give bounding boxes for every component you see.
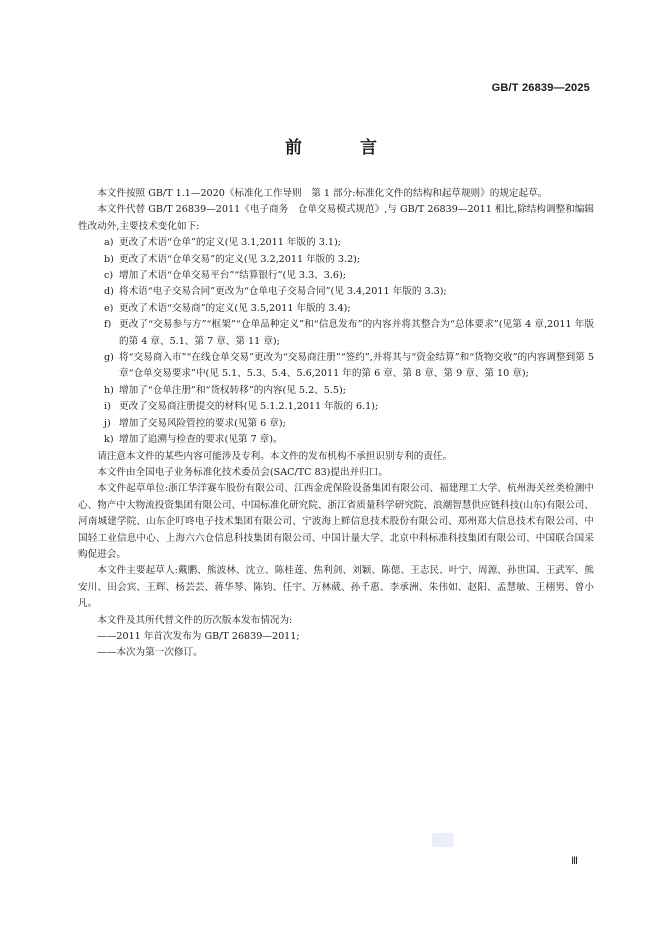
proposer-statement: 本文件由全国电子业务标准化技术委员会(SAC/TC 83)提出并归口。 <box>97 466 388 478</box>
list-item-text: 更改了术语“仓单”的定义(见 3.1,2011 年版的 3.1); <box>119 237 341 249</box>
list-item-text: 更改了交易商注册提交的材料(见 5.1.2.1,2011 年版的 6.1); <box>119 401 379 413</box>
list-marker: b) <box>104 253 114 265</box>
history-item: ——本次为第一次修订。 <box>97 647 203 659</box>
list-item-text: 将“交易商入市”“在线仓单交易”更改为“交易商注册”“签约”,并将其与“资金结算”和“货物交收”的内容调整到第 5 章“仓单交易要求”中(见 5.1、5.3、5.4、5.6,2011 年的第 6 章、第 8 章、第 9 章、第 10 章); <box>119 352 594 380</box>
list-item <box>78 252 594 268</box>
change-list <box>78 235 594 448</box>
list-item-text: 更改了“交易参与方”“框架”“仓单品种定义”和“信息发布”的内容并将其整合为“总体要求”(见第 4 章,2011 年版的第 4 章、5.1、第 7 章、第 11 章); <box>119 319 594 347</box>
intro-paragraph: 本文件按照 GB/T 1.1—2020《标准化工作导则 第 1 部分:标准化文件的结构和起草规则》的规定起草。 <box>97 188 548 199</box>
list-item <box>78 399 594 415</box>
history-intro: 本文件及其所代替文件的历次版本发布情况为: <box>97 614 293 626</box>
list-marker: h) <box>104 384 114 396</box>
list-item <box>78 350 594 383</box>
intro-paragraph: 本文件代替 GB/T 26839—2011《电子商务 仓单交易模式规范》,与 GB/T 26839—2011 相比,除结构调整和编辑性改动外,主要技术变化如下: <box>78 204 594 232</box>
list-item <box>78 235 594 251</box>
list-marker: d) <box>104 286 114 298</box>
list-marker: e) <box>104 302 114 314</box>
page-number: Ⅲ <box>571 856 578 867</box>
list-item-text: 将术语“电子交易合同”更改为“仓单电子交易合同”(见 3.4,2011 年版的 3.3); <box>119 286 447 298</box>
list-item-text: 增加了交易风险管控的要求(见第 6 章); <box>119 417 286 429</box>
list-marker: f) <box>104 319 112 331</box>
list-marker: i) <box>104 401 111 413</box>
list-item-text: 增加了“仓单注册”和“货权转移”的内容(见 5.2、5.5); <box>119 384 346 396</box>
list-item-text: 更改了术语“交易商”的定义(见 3.5,2011 年版的 3.4); <box>119 302 351 314</box>
list-item <box>78 301 594 317</box>
list-item <box>78 284 594 300</box>
history-item: ——2011 年首次发布为 GB/T 26839—2011; <box>97 630 300 642</box>
standard-code: GB/T 26839—2025 <box>491 82 590 94</box>
list-marker: a) <box>104 237 114 249</box>
patent-notice: 请注意本文件的某些内容可能涉及专利。本文件的发布机构不承担识别专利的责任。 <box>97 450 453 462</box>
list-item <box>78 383 594 399</box>
document-body <box>78 186 594 662</box>
list-item-text: 更改了术语“仓单交易”的定义(见 3.2,2011 年版的 3.2); <box>119 253 361 265</box>
list-marker: j) <box>104 417 111 429</box>
list-marker: g) <box>104 352 114 364</box>
list-marker: c) <box>104 270 114 282</box>
drafters: 本文件主要起草人:戴鹏、熊波林、沈立、陈桂莲、焦利剑、刘颖、陈偲、王志民、叶宁、周源、孙世国、王武军、熊安川、田会宾、王辉、杨芸芸、蒋华琴、陈钧、任宇、万林葳、孙千惠、李承洲、朱伟如、赵阳、孟慧敏、王栩男、曾小凡。 <box>78 565 594 610</box>
list-item-text: 增加了追溯与检查的要求(见第 7 章)。 <box>119 434 283 446</box>
list-item <box>78 317 594 350</box>
list-item-text: 增加了术语“仓单交易平台”“结算银行”(见 3.3、3.6); <box>119 270 346 282</box>
page-title: 前 言 <box>285 138 403 158</box>
list-item <box>78 416 594 432</box>
list-marker: k) <box>104 434 114 446</box>
list-item <box>78 268 594 284</box>
drafting-units: 本文件起草单位:浙江华洋赛车股份有限公司、江西金虎保险设备集团有限公司、福建理工大学、杭州海关丝类检测中心、物产中大物流投资集团有限公司、中国标准化研究院、浙江省质量科学研究院、浪潮智慧供应链科技(山东)有限公司、河南城建学院、山东企叮咚电子技术集团有限公司、宁波海上鲜信息技术股份有限公司、郑州郑大信息技术有限公司、中国轻工业信息中心、上海六六仓信息科技集团有限公司、中国计量大学、北京中科标准科技集团有限公司、中国联合国采购促进会。 <box>78 483 594 560</box>
list-item <box>78 432 594 448</box>
watermark-logo <box>432 833 454 847</box>
